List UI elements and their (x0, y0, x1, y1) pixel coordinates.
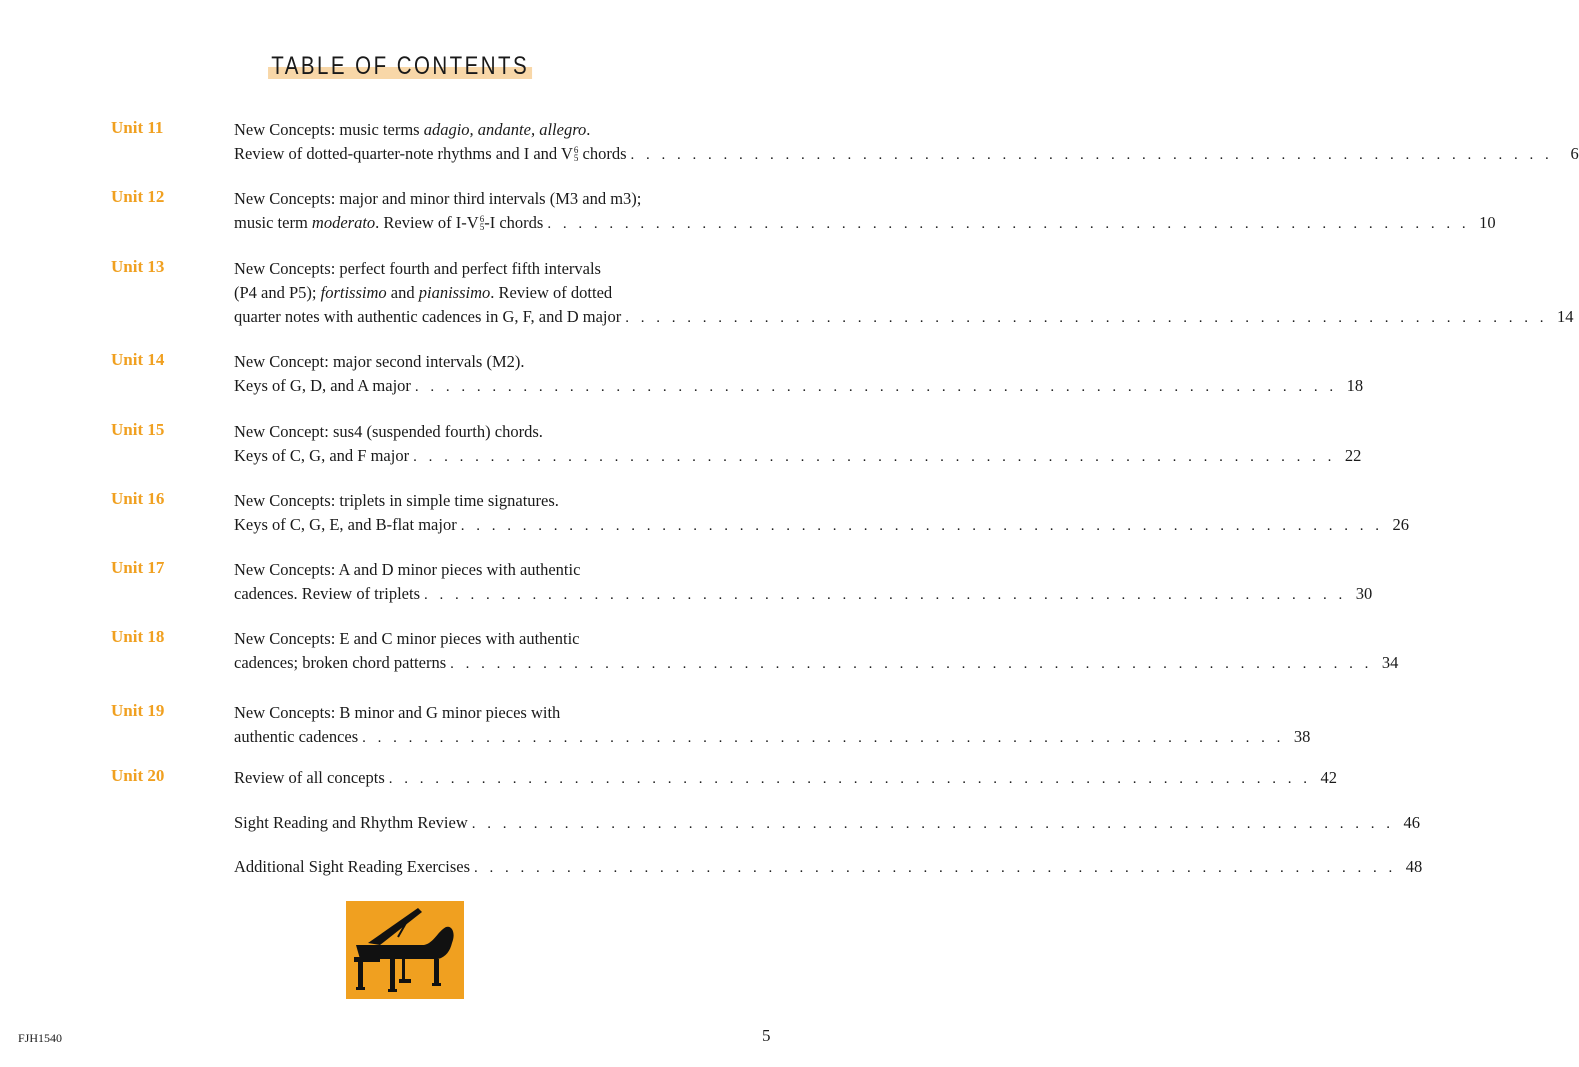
text-segment: New Concepts: A and D minor pieces with authentic (234, 560, 581, 579)
entry-line-text (234, 259, 601, 278)
entry-line (234, 811, 1420, 835)
entry-description (234, 420, 1362, 468)
text-segment: chords (578, 144, 627, 163)
unit-label: Unit 13 (111, 257, 165, 276)
italic-term: pianissimo (418, 283, 491, 302)
page-number: 18 (1346, 376, 1364, 395)
entry-line (234, 281, 696, 305)
entry-description (234, 489, 1409, 537)
entry-description (234, 701, 1311, 749)
entry-line (234, 513, 1409, 537)
figure-bottom: 5 (573, 153, 579, 163)
entry-line (234, 701, 696, 725)
italic-term: adagio, andante, allegro (423, 120, 587, 139)
page-number: 6 (1570, 144, 1579, 163)
entry-line (234, 211, 1496, 235)
text-segment: New Concepts: B minor and G minor pieces with (234, 703, 561, 722)
italic-term: fortissimo (320, 283, 387, 302)
page-number: 42 (1320, 768, 1337, 787)
entry-description (234, 766, 1337, 790)
text-segment: Keys of C, G, and F major (234, 446, 410, 465)
entry-description (234, 811, 1420, 835)
entry-line (234, 187, 696, 211)
entry-line-text (234, 811, 468, 835)
page-number: 14 (1556, 307, 1574, 326)
entry-line-text (234, 120, 590, 139)
entry-line-text (234, 211, 543, 235)
text-segment: -I chords (484, 213, 544, 232)
entry-line (234, 766, 1337, 790)
dot-leader: . . . . . . . . . . . . . . . . . . . . . . . . . . . . . . . . . . . . . . . . . . . . . . . . . . . . . . . . . . . . (414, 379, 1338, 395)
figure-bottom: 5 (479, 222, 485, 232)
entry-description (234, 855, 1423, 879)
unit-label: Unit 17 (111, 558, 165, 577)
unit-label: Unit 11 (111, 118, 164, 137)
figure-top: 6 (479, 214, 485, 224)
text-segment: . (586, 120, 591, 139)
text-segment: music term (234, 213, 312, 232)
page-number: 48 (1405, 857, 1423, 876)
unit-label: Unit 14 (111, 350, 165, 369)
text-segment: . Review of I-V (375, 213, 479, 232)
text-segment: and (386, 283, 419, 302)
italic-term: moderato (311, 213, 376, 232)
figure-top: 6 (573, 145, 579, 155)
unit-label: Unit 20 (111, 766, 165, 785)
entry-line-text (234, 283, 612, 302)
unit-label: Unit 15 (111, 420, 165, 439)
entry-description (234, 257, 1574, 329)
entry-line-text (234, 855, 470, 879)
text-segment: Keys of G, D, and A major (234, 376, 411, 395)
dot-leader: . . . . . . . . . . . . . . . . . . . . . . . . . . . . . . . . . . . . . . . . . . . . . . . . . . . . . . . . . . . . (474, 860, 1397, 876)
entry-line-text (234, 422, 543, 441)
text-segment: Sight Reading and Rhythm Review (234, 813, 468, 832)
text-segment: Keys of C, G, E, and B-flat major (234, 515, 457, 534)
dot-leader: . . . . . . . . . . . . . . . . . . . . . . . . . . . . . . . . . . . . . . . . . . . . . . . . . . . . . . . . . . . . (471, 816, 1394, 832)
entry-line-text (234, 444, 409, 468)
dot-leader: . . . . . . . . . . . . . . . . . . . . . . . . . . . . . . . . . . . . . . . . . . . . . . . . . . . . . . . . . . . . (424, 587, 1347, 603)
dot-leader: . . . . . . . . . . . . . . . . . . . . . . . . . . . . . . . . . . . . . . . . . . . . . . . . . . . . . . . . . . . . (450, 656, 1373, 672)
entry-line (234, 651, 1399, 675)
text-segment: New Concept: major second intervals (M2). (234, 352, 525, 371)
entry-line (234, 855, 1423, 879)
entry-line (234, 582, 1373, 606)
text-segment: Review of all concepts (234, 768, 385, 787)
text-segment: New Concepts: triplets in simple time signatures. (234, 491, 559, 510)
unit-label: Unit 12 (111, 187, 165, 206)
entry-line (234, 257, 696, 281)
page-number: 38 (1293, 727, 1311, 746)
piano-icon-box (346, 901, 464, 999)
footer-page-number: 5 (762, 1026, 771, 1045)
dot-leader: . . . . . . . . . . . . . . . . . . . . . . . . . . . . . . . . . . . . . . . . . . . . . . . . . . . . . . . . . . . . (388, 771, 1311, 787)
entry-line (234, 627, 696, 651)
entry-line (234, 350, 696, 374)
dot-leader: . . . . . . . . . . . . . . . . . . . . . . . . . . . . . . . . . . . . . . . . . . . . . . . . . . . . . . . . . . . . (413, 449, 1336, 465)
entry-description (234, 627, 1399, 675)
page-number: 26 (1392, 515, 1409, 534)
dot-leader: . . . . . . . . . . . . . . . . . . . . . . . . . . . . . . . . . . . . . . . . . . . . . . . . . . . . . . . . . . . . (362, 730, 1285, 746)
text-segment: cadences. Review of triplets (234, 584, 421, 603)
entry-line-text (234, 651, 446, 675)
entry-line (234, 489, 696, 513)
dot-leader: . . . . . . . . . . . . . . . . . . . . . . . . . . . . . . . . . . . . . . . . . . . . . . . . . . . . . . . . . . . . (625, 310, 1548, 326)
entry-line-text (234, 582, 420, 606)
entry-description (234, 350, 1364, 398)
dot-leader: . . . . . . . . . . . . . . . . . . . . . . . . . . . . . . . . . . . . . . . . . . . . . . . . . . . . . . . . . . . . (547, 216, 1470, 232)
entry-line (234, 444, 1362, 468)
entry-line-text (234, 513, 457, 537)
entry-line-text (234, 703, 560, 722)
unit-label: Unit 19 (111, 701, 165, 720)
text-segment: New Concepts: major and minor third intervals (M3 and m3); (234, 189, 642, 208)
text-segment: New Concept: sus4 (suspended fourth) chords. (234, 422, 543, 441)
entry-line-text (234, 560, 580, 579)
page-number: 30 (1355, 584, 1373, 603)
text-segment: quarter notes with authentic cadences in G, F, and D major (234, 307, 622, 326)
entry-line-text (234, 189, 641, 208)
entry-line (234, 558, 696, 582)
text-segment: Additional Sight Reading Exercises (234, 857, 471, 876)
entry-description (234, 118, 1579, 166)
entry-line-text (234, 766, 385, 790)
text-segment: New Concepts: perfect fourth and perfect fifth intervals (234, 259, 601, 278)
page-title-text: TABLE OF CONTENTS (271, 52, 529, 80)
entry-line (234, 725, 1311, 749)
text-segment: Review of dotted-quarter-note rhythms and I and V (234, 144, 573, 163)
entry-line-text (234, 352, 525, 371)
page-number: 10 (1479, 213, 1496, 232)
entry-line-text (234, 491, 559, 510)
entry-description (234, 187, 1496, 235)
entry-description (234, 558, 1373, 606)
dot-leader: . . . . . . . . . . . . . . . . . . . . . . . . . . . . . . . . . . . . . . . . . . . . . . . . . . . . . . . . . . . . (460, 518, 1383, 534)
unit-label: Unit 18 (111, 627, 165, 646)
entry-line (234, 420, 696, 444)
text-segment: . Review of dotted (490, 283, 613, 302)
entry-line-text (234, 142, 627, 166)
unit-label: Unit 16 (111, 489, 165, 508)
entry-line (234, 374, 1364, 398)
text-segment: (P4 and P5); (234, 283, 321, 302)
entry-line-text (234, 629, 580, 648)
entry-line-text (234, 374, 411, 398)
grand-piano-icon (346, 901, 464, 999)
entry-line-text (234, 305, 621, 329)
entry-line (234, 118, 696, 142)
page-number: 22 (1344, 446, 1362, 465)
page-title-wrap (0, 52, 800, 81)
footer-product-code: FJH1540 (18, 1031, 63, 1045)
page-number: 46 (1403, 813, 1420, 832)
entry-line (234, 305, 1574, 329)
page-number: 34 (1381, 653, 1399, 672)
entry-line (234, 142, 1579, 166)
entry-line-text (234, 725, 358, 749)
text-segment: New Concepts: music terms (234, 120, 424, 139)
text-segment: New Concepts: E and C minor pieces with authentic (234, 629, 580, 648)
text-segment: cadences; broken chord patterns (234, 653, 447, 672)
dot-leader: . . . . . . . . . . . . . . . . . . . . . . . . . . . . . . . . . . . . . . . . . . . . . . . . . . . . . . . . . . . . (630, 147, 1553, 163)
text-segment: authentic cadences (234, 727, 359, 746)
page-title (268, 52, 532, 81)
